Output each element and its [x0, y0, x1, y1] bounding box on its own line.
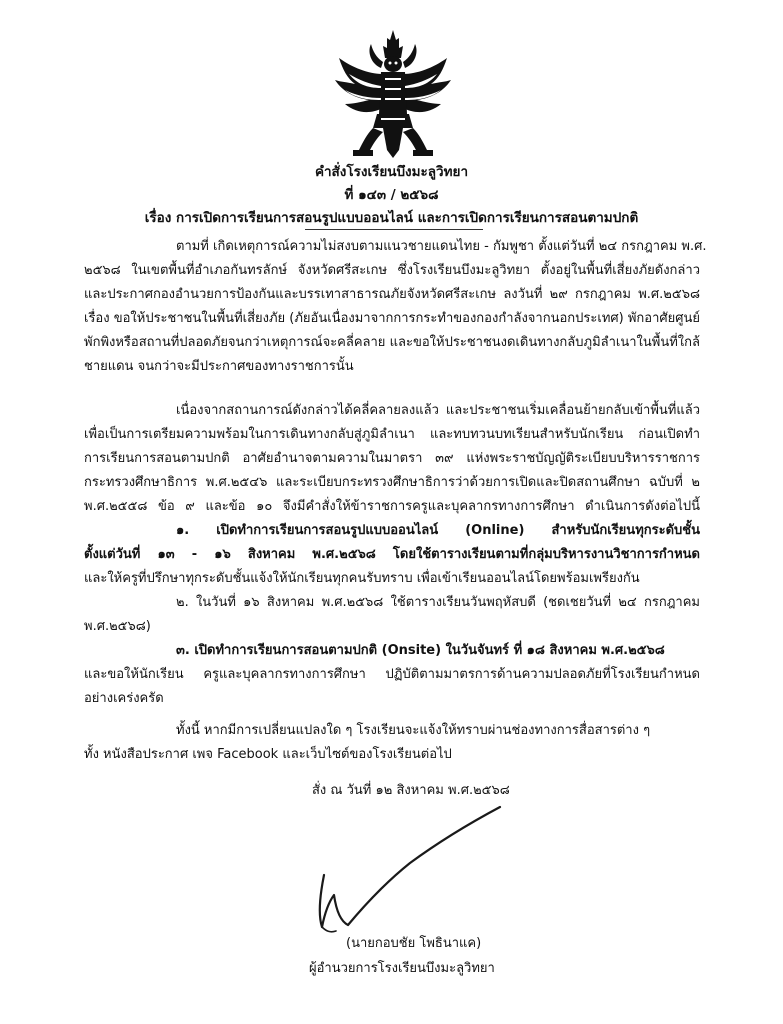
- handwritten-signature: [300, 805, 510, 950]
- paragraph-1-line: เรื่อง ขอให้ประชาชนในพื้นที่เสี่ยงภัย (ภัยอันเนื่องมาจากการกระทำของกองกำลังจากนอกประเทศ) พักอาศัยศูนย์: [84, 311, 701, 326]
- header-divider: [305, 229, 483, 230]
- paragraph-1-line: ตามที่ เกิดเหตุการณ์ความไม่สงบตามแนวชายแดนไทย - กัมพูชา ตั้งแต่วันที่ ๒๔ กรกฎาคม พ.ศ.: [176, 239, 707, 254]
- signer-name: (นายกอบชัย โพธินาแค): [346, 936, 482, 951]
- item-1-line: และให้ครูที่ปรึกษาทุกระดับชั้นแจ้งให้นักเรียนทุกคนรับทราบ เพื่อเข้าเรียนออนไลน์โดยพร้อมเพรียงกัน: [84, 571, 640, 586]
- paragraph-2-line: การเรียนการสอนตามปกติ อาศัยอำนาจตามความในมาตรา ๓๙ แห่งพระราชบัญญัติระเบียบบริหารราชการ: [84, 451, 700, 466]
- order-subject: เรื่อง การเปิดการเรียนการสอนรูปแบบออนไลน์ และการเปิดการเรียนการสอนตามปกติ: [144, 210, 639, 226]
- order-date: สั่ง ณ วันที่ ๑๒ สิงหาคม พ.ศ.๒๕๖๘: [312, 783, 510, 798]
- item-2-line: ๒. ในวันที่ ๑๖ สิงหาคม พ.ศ.๒๕๖๘ ใช้ตารางเรียนวันพฤหัสบดี (ชดเชยวันที่ ๒๔ กรกฎาคม: [176, 595, 700, 610]
- paragraph-2-line: เนื่องจากสถานการณ์ดังกล่าวได้คลี่คลายลงแล้ว และประชาชนเริ่มเคลื่อนย้ายกลับเข้าพื้นที่แล้ว: [176, 403, 700, 418]
- item-1-line: ตั้งแต่วันที่ ๑๓ - ๑๖ สิงหาคม พ.ศ.๒๕๖๘ โดยใช้ตารางเรียนตามที่กลุ่มบริหารงานวิชาการกำหนด: [84, 547, 700, 562]
- item-3-line: ๓. เปิดทำการเรียนการสอนตามปกติ (Onsite) ในวันจันทร์ ที่ ๑๘ สิงหาคม พ.ศ.๒๕๖๘: [176, 643, 665, 658]
- paragraph-1-line: ๒๕๖๘ ในเขตพื้นที่อำเภอกันทรลักษ์ จังหวัดศรีสะเกษ ซึ่งโรงเรียนบึงมะลูวิทยา ตั้งอยู่ในพื้นที่เสี่ยงภัยดังกล่าว: [84, 263, 700, 278]
- item-2-line: พ.ศ.๒๕๖๘): [84, 619, 151, 634]
- item-3-line: อย่างเคร่งครัด: [84, 691, 164, 706]
- closing-line: ทั้งนี้ หากมีการเปลี่ยนแปลงใด ๆ โรงเรียนจะแจ้งให้ทราบผ่านช่องทางการสื่อสารต่าง ๆ: [176, 723, 651, 738]
- paragraph-1-line: พักพิงหรือสถานที่ปลอดภัยจนกว่าเหตุการณ์จะคลี่คลาย และขอให้ประชาชนงดเดินทางกลับภูมิลำเนาในพื้นที่ใกล้: [84, 335, 700, 350]
- signer-position: ผู้อำนวยการโรงเรียนบึงมะลูวิทยา: [309, 961, 495, 976]
- order-number: ที่ ๑๔๓ / ๒๕๖๘: [344, 187, 439, 203]
- item-3-line: และขอให้นักเรียน ครูและบุคลากรทางการศึกษา ปฏิบัติตามมาตรการด้านความปลอดภัยที่โรงเรียนกำหนด: [84, 667, 700, 682]
- paragraph-1-line: และประกาศกองอำนวยการป้องกันและบรรเทาสาธารณภัยจังหวัดศรีสะเกษ ลงวันที่ ๒๙ กรกฎาคม พ.ศ.๒๕๖๘: [84, 287, 700, 302]
- paragraph-2-line: เพื่อเป็นการเตรียมความพร้อมในการเดินทางกลับสู่ภูมิลำเนา และทบทวนบทเรียนสำหรับนักเรียน ก่อนเปิดทำ: [84, 427, 700, 442]
- item-1-line: ๑. เปิดทำการเรียนการสอนรูปแบบออนไลน์ (Online) สำหรับนักเรียนทุกระดับชั้น: [176, 523, 700, 538]
- paragraph-2-line: กระทรวงศึกษาธิการ พ.ศ.๒๕๔๖ และระเบียบกระทรวงศึกษาธิการว่าด้วยการเปิดและปิดสถานศึกษา ฉบับที่ ๒: [84, 475, 700, 490]
- order-title: คำสั่งโรงเรียนบึงมะลูวิทยา: [314, 164, 469, 180]
- closing-line: ทั้ง หนังสือประกาศ เพจ Facebook และเว็บไซต์ของโรงเรียนต่อไป: [84, 747, 452, 762]
- garuda-emblem-icon: [333, 30, 453, 158]
- paragraph-1-line: ชายแดน จนกว่าจะมีประกาศของทางราชการนั้น: [84, 359, 354, 374]
- paragraph-2-line: พ.ศ.๒๕๕๘ ข้อ ๙ และข้อ ๑๐ จึงมีคำสั่งให้ข้าราชการครูและบุคลากรทางการศึกษา ดำเนินการดังต่อไปนี้: [84, 499, 700, 514]
